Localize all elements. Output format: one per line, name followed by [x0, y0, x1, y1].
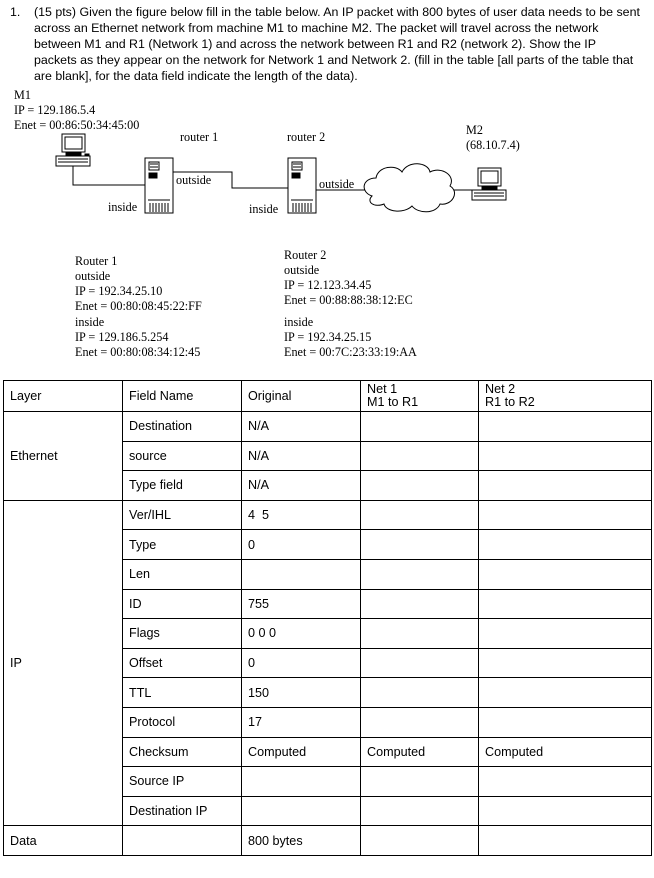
table-row: [4, 826, 652, 856]
net1-cell[interactable]: [361, 471, 479, 501]
net2-cell[interactable]: [479, 796, 652, 826]
table-header-row: [4, 381, 652, 412]
layer-ip: IP: [4, 500, 123, 826]
net1-cell[interactable]: [361, 767, 479, 797]
original-value: 0: [242, 530, 361, 560]
r2-inside: inside: [284, 315, 314, 329]
table-row: [4, 412, 652, 442]
field-name: Offset: [123, 648, 242, 678]
original-value[interactable]: [242, 559, 361, 589]
r1-title: Router 1: [75, 254, 118, 268]
net1-cell[interactable]: [361, 707, 479, 737]
net1-cell[interactable]: [361, 678, 479, 708]
router-1-icon: [145, 158, 173, 213]
field-name: [123, 826, 242, 856]
field-name: Protocol: [123, 707, 242, 737]
net2-cell: Computed: [479, 737, 652, 767]
r1-inside-tag: inside: [108, 200, 138, 214]
original-value: 755: [242, 589, 361, 619]
net2-cell[interactable]: [479, 678, 652, 708]
field-name: Len: [123, 559, 242, 589]
r2-outside: outside: [284, 263, 320, 277]
r2-inside-ip: IP = 192.34.25.15: [284, 330, 372, 344]
field-name: Source IP: [123, 767, 242, 797]
internet-cloud-icon: [364, 164, 454, 212]
r1-outside-enet: Enet = 00:80:08:45:22:FF: [75, 299, 202, 313]
m1-enet: Enet = 00:86:50:34:45:00: [14, 118, 140, 132]
r2-outside-enet: Enet = 00:88:88:38:12:EC: [284, 293, 413, 307]
field-name: Checksum: [123, 737, 242, 767]
net1-cell[interactable]: [361, 826, 479, 856]
field-name: Destination IP: [123, 796, 242, 826]
r1-outside-tag: outside: [176, 173, 212, 187]
net2-cell[interactable]: [479, 412, 652, 442]
net1-cell[interactable]: [361, 559, 479, 589]
header-net2-title: Net 2: [485, 382, 516, 396]
field-name: TTL: [123, 678, 242, 708]
original-value: 150: [242, 678, 361, 708]
layer-ethernet: Ethernet: [4, 412, 123, 501]
net2-cell[interactable]: [479, 648, 652, 678]
question-text: (15 pts) Given the figure below fill in the table below. An IP packet with 800 bytes of user data needs to be sent across an Ethernet network from machine M1 to machine M2. The packet will travel across the network between M1 and R1 (Network 1) and across the network between R1 and R2 (network 2). Show the IP packets as they appear on the network for Network 1 and Network 2. (fill in the table [all parts of the table that are blank], for the data field indicate the length of the data).: [34, 5, 640, 83]
net2-cell[interactable]: [479, 530, 652, 560]
net2-cell[interactable]: [479, 707, 652, 737]
header-net1: [361, 381, 479, 412]
field-name: Flags: [123, 619, 242, 649]
header-original: Original: [242, 381, 361, 412]
net1-cell[interactable]: [361, 589, 479, 619]
header-layer: Layer: [4, 381, 123, 412]
m2-ip: (68.10.7.4): [466, 138, 520, 152]
r2-outside-tag: outside: [319, 177, 355, 191]
m1-name: M1: [14, 88, 31, 102]
layer-data: Data: [4, 826, 123, 856]
field-name: source: [123, 441, 242, 471]
net2-cell[interactable]: [479, 767, 652, 797]
original-value[interactable]: [242, 796, 361, 826]
net1-cell[interactable]: [361, 648, 479, 678]
header-net2: [479, 381, 652, 412]
original-value: 0: [242, 648, 361, 678]
net2-cell[interactable]: [479, 441, 652, 471]
net2-cell[interactable]: [479, 826, 652, 856]
original-value: 17: [242, 707, 361, 737]
header-net1-path: M1 to R1: [367, 395, 419, 409]
r1-inside: inside: [75, 315, 105, 329]
m2-name: M2: [466, 123, 483, 137]
net1-cell[interactable]: [361, 500, 479, 530]
r2-inside-enet: Enet = 00:7C:23:33:19:AA: [284, 345, 417, 359]
original-value: 4 5: [242, 500, 361, 530]
net1-cell[interactable]: [361, 796, 479, 826]
router-2-icon: [288, 158, 316, 213]
original-value: N/A: [242, 412, 361, 442]
m1-computer-icon: [56, 134, 90, 166]
r1-outside-ip: IP = 192.34.25.10: [75, 284, 163, 298]
r1-inside-enet: Enet = 00:80:08:34:12:45: [75, 345, 201, 359]
original-value: Computed: [242, 737, 361, 767]
r2-title: Router 2: [284, 248, 327, 262]
r2-inside-tag: inside: [249, 202, 279, 216]
field-name: Destination: [123, 412, 242, 442]
net1-cell[interactable]: [361, 441, 479, 471]
router-2-label: router 2: [287, 130, 326, 144]
m1-ip: IP = 129.186.5.4: [14, 103, 96, 117]
net1-cell[interactable]: [361, 619, 479, 649]
net2-cell[interactable]: [479, 619, 652, 649]
question-number: 1.: [10, 5, 21, 19]
router-1-label: router 1: [180, 130, 219, 144]
r1-inside-ip: IP = 129.186.5.254: [75, 330, 169, 344]
r2-outside-ip: IP = 12.123.34.45: [284, 278, 372, 292]
net1-cell: Computed: [361, 737, 479, 767]
field-name: Type: [123, 530, 242, 560]
r1-outside: outside: [75, 269, 111, 283]
header-net2-path: R1 to R2: [485, 395, 535, 409]
original-value: N/A: [242, 471, 361, 501]
net2-cell[interactable]: [479, 471, 652, 501]
field-name: Type field: [123, 471, 242, 501]
original-value[interactable]: [242, 767, 361, 797]
original-value: N/A: [242, 441, 361, 471]
field-name: Ver/IHL: [123, 500, 242, 530]
header-field-name: Field Name: [123, 381, 242, 412]
header-net1-title: Net 1: [367, 382, 398, 396]
packet-table: [3, 380, 652, 856]
net2-cell[interactable]: [479, 500, 652, 530]
net2-cell[interactable]: [479, 559, 652, 589]
field-name: ID: [123, 589, 242, 619]
original-value: 0 0 0: [242, 619, 361, 649]
net2-cell[interactable]: [479, 589, 652, 619]
m2-computer-icon: [472, 168, 506, 200]
net1-cell[interactable]: [361, 530, 479, 560]
original-value: 800 bytes: [242, 826, 361, 856]
net1-cell[interactable]: [361, 412, 479, 442]
table-row: [4, 500, 652, 530]
